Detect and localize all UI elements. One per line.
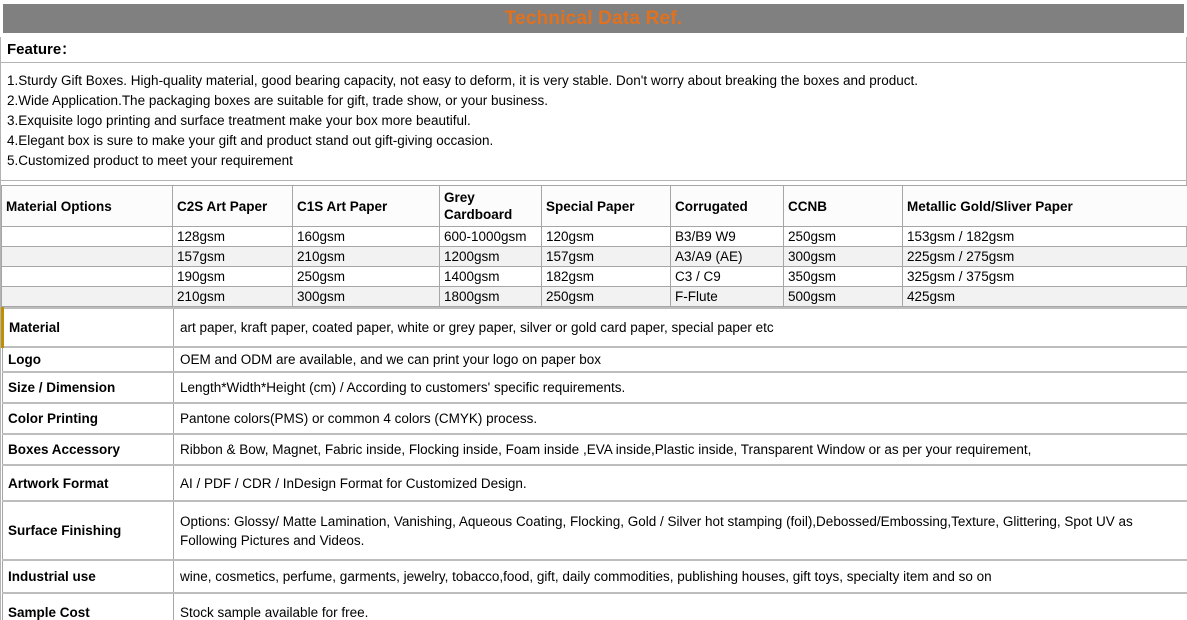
spec-label: Material [3,308,174,347]
materials-cell: A3/A9 (AE) [671,247,784,267]
materials-row [2,267,1187,287]
spec-label: Size / Dimension [3,372,174,403]
feature-item: 1.Sturdy Gift Boxes. High-quality material, good bearing capacity, not easy to deform, it is very stable. Don't worry about breaking the boxes and product. [7,73,919,88]
spec-value: Options: Glossy/ Matte Lamination, Vanishing, Aqueous Coating, Flocking, Gold / Silver hot stamping (foil),Debossed/Embossing,Texture, Glittering, Spot UV as Following Pictures and Videos. [174,501,1187,560]
materials-cell: 190gsm [173,267,293,287]
spec-row-color-printing [3,403,1187,434]
feature-list [1,63,1186,181]
feature-item: 5.Customized product to meet your requirement [7,153,293,168]
spec-value: Ribbon & Bow, Magnet, Fabric inside, Flocking inside, Foam inside ,EVA inside,Plastic inside, Transparent Window or as per your requirement, [174,434,1187,465]
spec-row-size-dimension [3,372,1187,403]
feature-heading: Feature： [1,37,1186,63]
spec-value: Stock sample available for free. [174,593,1187,620]
feature-item: 4.Elegant box is sure to make your gift and product stand out gift-giving occasion. [7,133,494,148]
page-title: Technical Data Ref. [504,7,683,29]
col-header-grey-cardboard: Grey Cardboard [440,186,542,227]
spec-row-logo [3,347,1187,372]
col-header-c2s-art-paper: C2S Art Paper [173,186,293,227]
spec-label: Color Printing [3,403,174,434]
spec-label: Artwork Format [3,465,174,501]
materials-cell: 325gsm / 375gsm [903,267,1187,287]
materials-cell: 225gsm / 275gsm [903,247,1187,267]
title-bar [3,4,1184,33]
spec-row-surface-finishing [3,501,1187,560]
spec-value: OEM and ODM are available, and we can print your logo on paper box [174,347,1187,372]
spec-label: Boxes Accessory [3,434,174,465]
spec-table [1,307,1187,620]
spec-value: art paper, kraft paper, coated paper, white or grey paper, silver or gold card paper, special paper etc [174,308,1187,347]
spec-value: Pantone colors(PMS) or common 4 colors (CMYK) process. [174,403,1187,434]
spec-row-material [3,308,1187,347]
spec-row-industrial-use [3,560,1187,593]
feature-item: 2.Wide Application.The packaging boxes are suitable for gift, trade show, or your business. [7,93,549,108]
spec-value: wine, cosmetics, perfume, garments, jewelry, tobacco,food, gift, daily commodities, publishing houses, gift toys, specialty item and so on [174,560,1187,593]
materials-cell: 157gsm [173,247,293,267]
materials-row [2,227,1187,247]
spec-value: AI / PDF / CDR / InDesign Format for Customized Design. [174,465,1187,501]
materials-cell: 425gsm [903,287,1187,307]
materials-table [1,185,1187,307]
materials-cell: 120gsm [542,227,671,247]
materials-cell: 1800gsm [440,287,542,307]
spec-label: Surface Finishing [3,501,174,560]
materials-cell [2,287,173,307]
spec-label: Industrial use [3,560,174,593]
materials-cell: C3 / C9 [671,267,784,287]
materials-cell: 160gsm [293,227,440,247]
spec-label: Logo [3,347,174,372]
materials-cell: 500gsm [784,287,903,307]
materials-cell: 250gsm [784,227,903,247]
content-frame [0,37,1187,620]
spec-value: Length*Width*Height (cm) / According to customers' specific requirements. [174,372,1187,403]
materials-row [2,287,1187,307]
materials-cell [2,267,173,287]
materials-cell: 157gsm [542,247,671,267]
materials-cell: 210gsm [173,287,293,307]
materials-cell: 153gsm / 182gsm [903,227,1187,247]
materials-cell: 128gsm [173,227,293,247]
materials-cell: 250gsm [293,267,440,287]
materials-cell: 210gsm [293,247,440,267]
col-header-material-options: Material Options [2,186,173,227]
col-header-corrugated: Corrugated [671,186,784,227]
materials-cell: 350gsm [784,267,903,287]
col-header-c1s-art-paper: C1S Art Paper [293,186,440,227]
materials-cell: 300gsm [293,287,440,307]
spec-row-boxes-accessory [3,434,1187,465]
materials-cell: F-Flute [671,287,784,307]
materials-cell: 1200gsm [440,247,542,267]
materials-header-row [2,186,1187,227]
col-header-metallic-gold-sliver-paper: Metallic Gold/Sliver Paper [903,186,1187,227]
materials-cell: B3/B9 W9 [671,227,784,247]
materials-cell [2,227,173,247]
materials-row [2,247,1187,267]
feature-item: 3.Exquisite logo printing and surface treatment make your box more beautiful. [7,113,471,128]
col-header-special-paper: Special Paper [542,186,671,227]
materials-cell: 300gsm [784,247,903,267]
materials-cell: 250gsm [542,287,671,307]
col-header-ccnb: CCNB [784,186,903,227]
materials-cell: 600-1000gsm [440,227,542,247]
materials-cell: 182gsm [542,267,671,287]
spec-row-sample-cost [3,593,1187,620]
spec-label: Sample Cost [3,593,174,620]
materials-cell: 1400gsm [440,267,542,287]
materials-cell [2,247,173,267]
spec-row-artwork-format [3,465,1187,501]
